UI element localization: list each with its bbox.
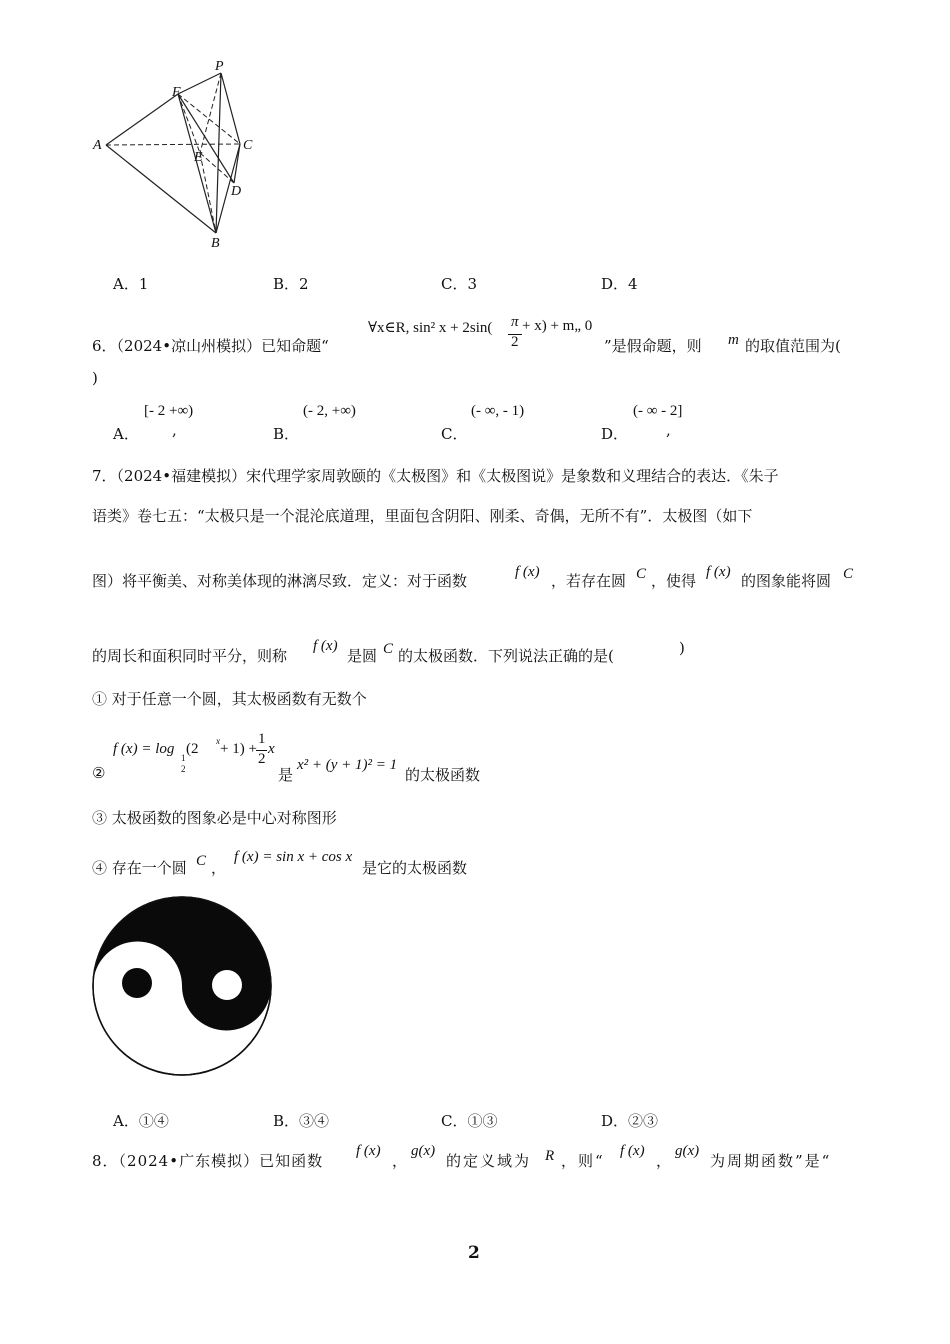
q6-close-paren: ) [92, 369, 98, 387]
q5-option-a: A．1 [113, 275, 149, 293]
q7-item-2-tail: 的太极函数 [405, 766, 481, 784]
q5-option-b: B．2 [273, 275, 309, 293]
q8-text-f: 为周期函数”是“ [710, 1152, 832, 1170]
q7-line-4b: 是圆 [347, 647, 378, 665]
q5-option-c: C．3 [441, 275, 478, 293]
q6-option-d-letter: D． [601, 425, 629, 443]
q7-option-a: A．①④ [113, 1112, 169, 1130]
q7-fx-2: f (x) [706, 564, 731, 580]
label-p: P [215, 59, 224, 74]
q7-line-4a: 的周长和面积同时平分，则称 [92, 647, 288, 665]
q6-formula-tail: + x) + m„ 0 [522, 318, 593, 334]
label-d: D [231, 184, 242, 199]
q6-option-d-sep: , [666, 421, 671, 439]
page-number: 2 [468, 1243, 480, 1263]
label-f: F [172, 85, 181, 100]
q7-item-2-text: 是 [278, 766, 294, 784]
q7-option-d: D．②③ [601, 1112, 659, 1130]
q5-option-d: D．4 [601, 275, 638, 293]
q6-option-b-letter: B． [273, 425, 300, 443]
q8-text-c: 的定义域为 [446, 1152, 532, 1170]
q7-line-3a: 图）将平衡美、对称美体现的淋漓尽致．定义：对于函数 [92, 572, 468, 590]
q7-c-1: C [636, 566, 647, 582]
q8-text-d: ，则“ [561, 1152, 605, 1170]
q7-item-2-mark: ② [92, 764, 106, 782]
q6-stem-suffix: ”是假命题，则 [604, 337, 702, 355]
q6-formula [368, 318, 492, 337]
q6-option-c-letter: C． [441, 425, 468, 443]
q6-frac-den: 2 [511, 334, 519, 350]
q7-line-3c: ，使得 [651, 572, 697, 590]
q6-var-m: m [728, 332, 739, 348]
q6-option-b-math: (- 2, +∞) [303, 403, 356, 419]
q7-item-2-base-num: 1 [181, 753, 186, 763]
q8-gx-2: g(x) [675, 1143, 700, 1159]
label-c: C [243, 138, 253, 153]
q6-stem-prefix: 6．（2024•凉山州模拟）已知命题“ [92, 337, 329, 355]
q8-gx: g(x) [411, 1143, 436, 1159]
q8-fx: f (x) [356, 1143, 381, 1159]
q7-item-4-formula: f (x) = sin x + cos x [234, 849, 353, 865]
q7-line-4c: 的太极函数．下列说法正确的是( [398, 647, 614, 665]
q7-fx-3: f (x) [313, 638, 338, 654]
pyramid-figure [88, 58, 263, 253]
q8-r: R [545, 1148, 555, 1164]
q7-item-4-c: C [196, 853, 207, 869]
q7-item-1: ① 对于任意一个圆，其太极函数有无数个 [92, 690, 367, 708]
q6-frac-num: π [511, 314, 519, 330]
q7-line-3b: ，若存在圆 [551, 572, 627, 590]
q8-text-b: ， [392, 1152, 408, 1170]
q6-option-a-sep: , [172, 421, 177, 439]
q7-item-4-tail: 是它的太极函数 [362, 859, 468, 877]
q6-option-c-math: (- ∞, - 1) [471, 403, 525, 419]
q7-line-4d: ) [679, 639, 685, 657]
label-a: A [93, 138, 102, 153]
q8-text-e: ， [656, 1152, 672, 1170]
q7-item-2-frac-den: 2 [258, 751, 266, 767]
q7-item-2-circle: x² + (y + 1)² = 1 [297, 757, 398, 773]
label-e: E [194, 150, 203, 165]
q7-fx-1: f (x) [515, 564, 540, 580]
q8-text-a: 8．（2024•广东模拟）已知函数 [92, 1152, 324, 1170]
q7-item-4-b: ， [211, 859, 227, 877]
q7-item-2-frac-num: 1 [258, 731, 266, 747]
q7-line-3d: 的图象能将圆 [741, 572, 832, 590]
q7-c-2: C [843, 566, 854, 582]
q7-c-3: C [383, 641, 394, 657]
q7-item-2-sup: x [216, 736, 220, 746]
q7-item-2-formula: f (x) = log [113, 741, 175, 757]
q7-item-2-mid: (2 [186, 741, 199, 757]
q8-fx-2: f (x) [620, 1143, 645, 1159]
taiji-figure [91, 895, 273, 1077]
q7-option-c: C．①③ [441, 1112, 498, 1130]
q7-item-2-base-den: 2 [181, 764, 186, 774]
q7-line-2: 语类》卷七五：“太极只是一个混沦底道理，里面包含阴阳、刚柔、奇偶，无所不有”．太极图（如下 [92, 507, 753, 525]
q7-item-3: ③ 太极函数的图象必是中心对称图形 [92, 809, 337, 827]
q6-option-a-math: [- 2 +∞) [144, 403, 194, 419]
q6-formula-main: ∀x∈R, sin² x + 2sin( [368, 320, 493, 336]
q6-stem-suffix2: 的取值范围为( [745, 337, 841, 355]
label-b: B [211, 236, 220, 251]
q7-item-2-after: + 1) + [220, 741, 257, 757]
q7-item-4-a: ④ 存在一个圆 [92, 859, 187, 877]
q7-line-1: 7．（2024•福建模拟）宋代理学家周敦颐的《太极图》和《太极图说》是象数和义理结合的表达．《朱子 [92, 467, 779, 485]
q7-item-2-x: x [268, 741, 275, 757]
q6-option-d-math: (- ∞ - 2] [633, 403, 683, 419]
q6-option-a-letter: A． [113, 425, 139, 443]
q7-option-b: B．③④ [273, 1112, 330, 1130]
